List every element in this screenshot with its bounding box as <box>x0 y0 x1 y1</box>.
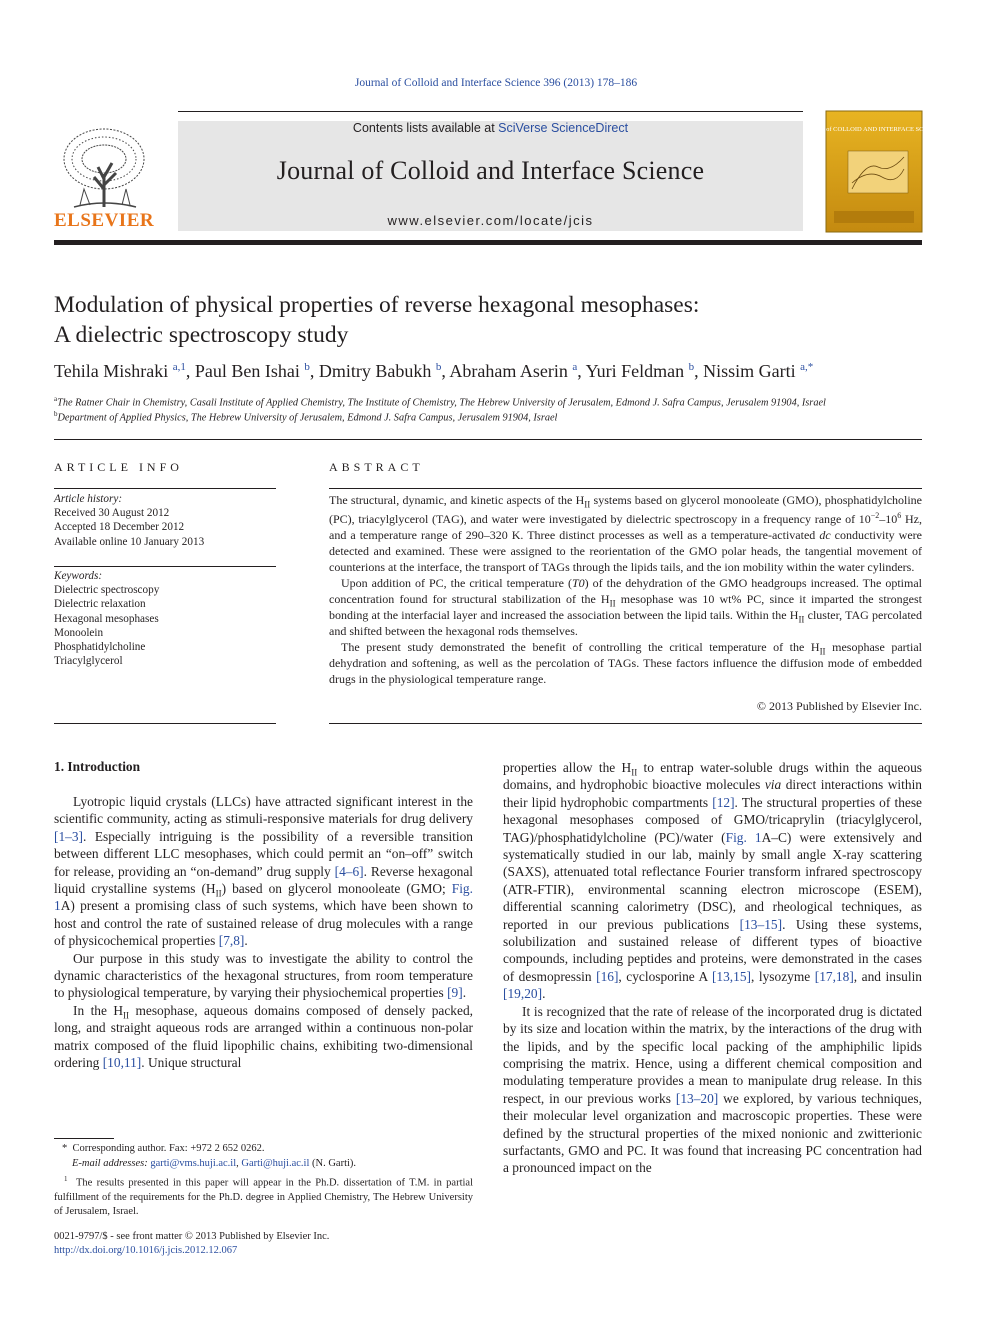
body-paragraph: properties allow the $H_{II}$ to entrap water-soluble drugs within the aqueous domains, and hydrophobic bioactive molecules via direct interactions within their lipid hydrophobic compartments [12]. The structural properties of these hexagonal mesophases composed of GMO/tricaprylin (triacylglycerol, TAG)/phosphatidylcholine (PC)/water (Fig. 1A–C) were extensively and systematically studied in our lab, mainly by small angle X-ray scattering (SAXS), attenuated total reflectance Fourier transform infrared spectroscopy (ATR-FTIR), environmental scanning electron microscope (ESEM), differential scanning calorimetry (DSC), and rheological techniques, as reported in our previous publications [13–15]. Using these systems, solubilization and sustained release of different types of bioactive compounds, including peptides and proteins, were demonstrated in the cases of desmopressin [16], cyclosporine A [13,15], lysozyme [17,18], and insulin [19,20]. <box>503 760 922 1002</box>
citation-link[interactable]: [10,11] <box>102 1055 142 1071</box>
author-name: Nissim Garti <box>703 361 796 381</box>
cover-title: Journal of COLLOID AND INTERFACE SCIENCE <box>805 126 943 133</box>
affiliation-rule <box>54 439 922 440</box>
citation-link[interactable]: [7,8] <box>218 933 245 949</box>
affiliation-a <box>54 395 934 408</box>
citation-link[interactable]: [19,20] <box>503 986 543 1002</box>
body-paragraph: In the $H_{II}$ mesophase, aqueous domains composed of densely packed, long, and straight aqueous rods are arranged within a continuous non-polar matrix composed of the fluid lipophilic chains, exhibiting two-dimensional ordering [10,11]. Unique structural <box>54 1002 473 1071</box>
journal-name: Journal of Colloid and Interface Science <box>276 156 705 185</box>
abstract-heading: ABSTRACT <box>329 460 424 474</box>
article-history <box>54 492 276 549</box>
body-paragraph: Lyotropic liquid crystals (LLCs) have attracted significant interest in the scientific community, acting as stimuli-responsive materials for drug delivery [1–3]. Especially intriguing is the possibility of a reversible transition between different LLC mesophases, which could permit an “on–off” switch for release, providing an “on-demand” drug supply [4–6]. Reverse hexagonal liquid crystalline systems $(H_{II})$ based on glycerol monooleate (GMO; Fig. 1A) present a promising class of such systems, which have been shown to host and control the rate of sustained release of drug molecules with a range of physicochemical properties [7,8]. <box>54 794 473 949</box>
history-received: Received 30 August 2012 <box>54 507 170 520</box>
citation-link[interactable]: [12] <box>712 794 735 810</box>
history-online: Available online 10 January 2013 <box>54 535 205 548</box>
author-affil-mark[interactable]: b <box>688 361 695 373</box>
issn-line: 0021-9797/$ - see front matter © 2013 Published by Elsevier Inc. <box>54 1231 330 1242</box>
divider <box>54 566 276 567</box>
citation-link[interactable]: [13–15] <box>739 916 783 932</box>
figure-link[interactable]: Fig. 1 <box>725 829 762 845</box>
keywords <box>54 569 276 668</box>
citation-link[interactable]: [13,15] <box>711 968 752 984</box>
divider <box>54 488 276 489</box>
author-list: Tehila Mishraki $^{a,1}$, Paul Ben Ishai $^b$, Dmitry Babukh $^b$, Abraham Aserin $^a$, Yuri Feldman $^b$, Nissim Garti $^{a,*}$ <box>54 361 814 381</box>
running-head[interactable]: Journal of Colloid and Interface Science 396 (2013) 178–186 <box>354 77 638 89</box>
author-name: Abraham Aserin <box>449 361 568 381</box>
author-affil-mark[interactable]: b <box>435 361 442 373</box>
affiliation-text: Department of Applied Physics, The Hebrew University of Jerusalem, Edmond J. Safra Campus, Jerusalem 91904, Israel <box>57 412 558 424</box>
journal-cover-image <box>805 111 943 232</box>
contents-line <box>178 121 803 135</box>
email-link[interactable]: Garti@huji.ac.il <box>241 1158 310 1169</box>
author-affil-mark[interactable]: a,* <box>800 361 814 373</box>
author-affil-mark[interactable]: a,1 <box>172 361 186 373</box>
divider <box>329 723 922 724</box>
citation-link[interactable]: [17,18] <box>814 968 854 984</box>
doi-link[interactable]: http://dx.doi.org/10.1016/j.jcis.2012.12.067 <box>54 1245 238 1256</box>
abstract-paragraph: Upon addition of PC, the critical temperature (T0) of the dehydration of the GMO headgroups increased. The optimal concentration found for structural stabilization of the $H_{II}$ mesophase was 10 wt% PC, since it imparted the strongest bonding at the interfacial layer and increased the association between the lipid tails. Within the $H_{II}$ cluster, TAG percolated and shifted between the hexagonal rods themselves. <box>329 576 923 638</box>
sciencedirect-link[interactable]: SciVerse ScienceDirect <box>498 121 629 135</box>
divider <box>54 723 276 724</box>
contents-prefix: Contents lists available at <box>352 121 499 135</box>
article-info-heading: ARTICLE INFO <box>54 460 183 474</box>
affiliation-text: The Ratner Chair in Chemistry, Casali Institute of Applied Chemistry, The Institute of Chemistry, The Hebrew University of Jerusalem, Edmond J. Safra Campus, Jerusalem 91904, Israel <box>57 397 826 409</box>
affiliation-b <box>54 410 934 423</box>
affiliation-mark: b <box>54 410 58 418</box>
keyword: Dielectric relaxation <box>54 598 146 611</box>
history-accepted: Accepted 18 December 2012 <box>54 521 185 534</box>
citation-link[interactable]: [13–20] <box>675 1090 719 1106</box>
author-affil-mark[interactable]: b <box>304 361 310 373</box>
keyword: Triacylglycerol <box>54 655 123 668</box>
body-column-right <box>503 759 922 1177</box>
keywords-label: Keywords: <box>54 570 103 582</box>
author-name: Dmitry Babukh <box>318 361 432 381</box>
title-line-2: A dielectric spectroscopy study <box>54 322 349 348</box>
elsevier-wordmark: ELSEVIER <box>54 210 155 231</box>
keyword: Phosphatidylcholine <box>54 641 146 654</box>
affiliation-mark: a <box>54 395 58 403</box>
keyword: Hexagonal mesophases <box>54 612 159 625</box>
author-name: Tehila Mishraki <box>54 361 169 381</box>
article-title <box>54 290 922 350</box>
body-paragraph: Our purpose in this study was to investigate the ability to control the dynamic characteristics of the hexagonal structures, from room temperature to physiological temperature, by varying their physiochemical properties [9]. <box>54 950 473 1001</box>
footnote-corresponding: * Corresponding author. Fax: +972 2 652 0262. <box>62 1143 265 1154</box>
citation-link[interactable]: [4–6] <box>334 863 364 879</box>
citation-link[interactable]: [9] <box>447 985 463 1001</box>
author-affil-mark[interactable]: a <box>572 361 578 373</box>
email-link[interactable]: garti@vms.huji.ac.il <box>150 1158 237 1169</box>
keyword: Monoolein <box>54 626 104 639</box>
abstract-paragraph: The structural, dynamic, and kinetic aspects of the $H_{II}$ systems based on glycerol monooleate (GMO), phosphatidylcholine (PC), triacylglycerol (TAG), and water were investigated by dielectric spectroscopy in a frequency range of $10^{-2}-10^6$ Hz, and a temperature range of 290–320 K. Three distinct processes as well as a temperature-activated dc conductivity were detected and examined. These were assigned to the reorientation of the GMO polar heads, the tangential movement of counterions at the interface, the transport of TAGs through the lipids tails, and the ion mobility within the water cylinders. <box>329 493 923 574</box>
history-label: Article history: <box>54 493 123 505</box>
body-paragraph: It is recognized that the rate of release of the incorporated drug is dictated by its size and location within the matrix, by the interactions of the drug with the lipids, and by the specific local packing of the amphiphilic lipids comprising the matrix. Hence, using a different chemical composition and modulating temperature provides a mean to manipulate drug release. In this respect, in our previous works [13–20] we explored, by various techniques, their molecular level organization and macroscopic properties. These were defined by the structural properties of the mixed nonionic and zwitterionic surfactants, GMO and PC. It was found that increasing PC concentration had a pronounced impact on the <box>503 1003 922 1176</box>
citation-link[interactable]: [1–3] <box>54 828 84 844</box>
author-name: Paul Ben Ishai <box>194 361 300 381</box>
figure-link[interactable]: Fig. 1 <box>54 881 473 914</box>
copyright-notice: © 2013 Published by Elsevier Inc. <box>756 699 922 713</box>
footnote-email: E-mail addresses: garti@vms.huji.ac.il, Garti@huji.ac.il (N. Garti). <box>72 1158 357 1169</box>
body-column-left <box>54 793 473 1072</box>
abstract-text <box>329 492 922 687</box>
keyword: Dielectric spectroscopy <box>54 584 160 597</box>
section-heading-introduction: 1. Introduction <box>54 759 141 774</box>
footnote-rule <box>54 1138 114 1139</box>
divider <box>329 488 922 489</box>
footnote-1: $^1$ The results presented in this paper will appear in the Ph.D. dissertation of T.M. in partial fulfillment of the requirements for the Ph.D. degree in Applied Chemistry, The Hebrew University of Jerusalem, Israel. <box>54 1175 474 1217</box>
citation-link[interactable]: [16] <box>596 968 619 984</box>
abstract-paragraph: The present study demonstrated the benefit of controlling the critical temperature of the $H_{II}$ mesophase partial dehydration and softening, as well as the percolation of TAGs. These factors influence the diffusion mode of embedded drugs in the physiological temperature range. <box>329 640 922 686</box>
journal-url[interactable]: www.elsevier.com/locate/jcis <box>387 213 594 228</box>
title-line-1: Modulation of physical properties of reverse hexagonal mesophases: <box>54 292 700 318</box>
author-name: Yuri Feldman <box>585 361 685 381</box>
header-thick-rule <box>54 240 922 245</box>
header-rule <box>178 111 803 112</box>
